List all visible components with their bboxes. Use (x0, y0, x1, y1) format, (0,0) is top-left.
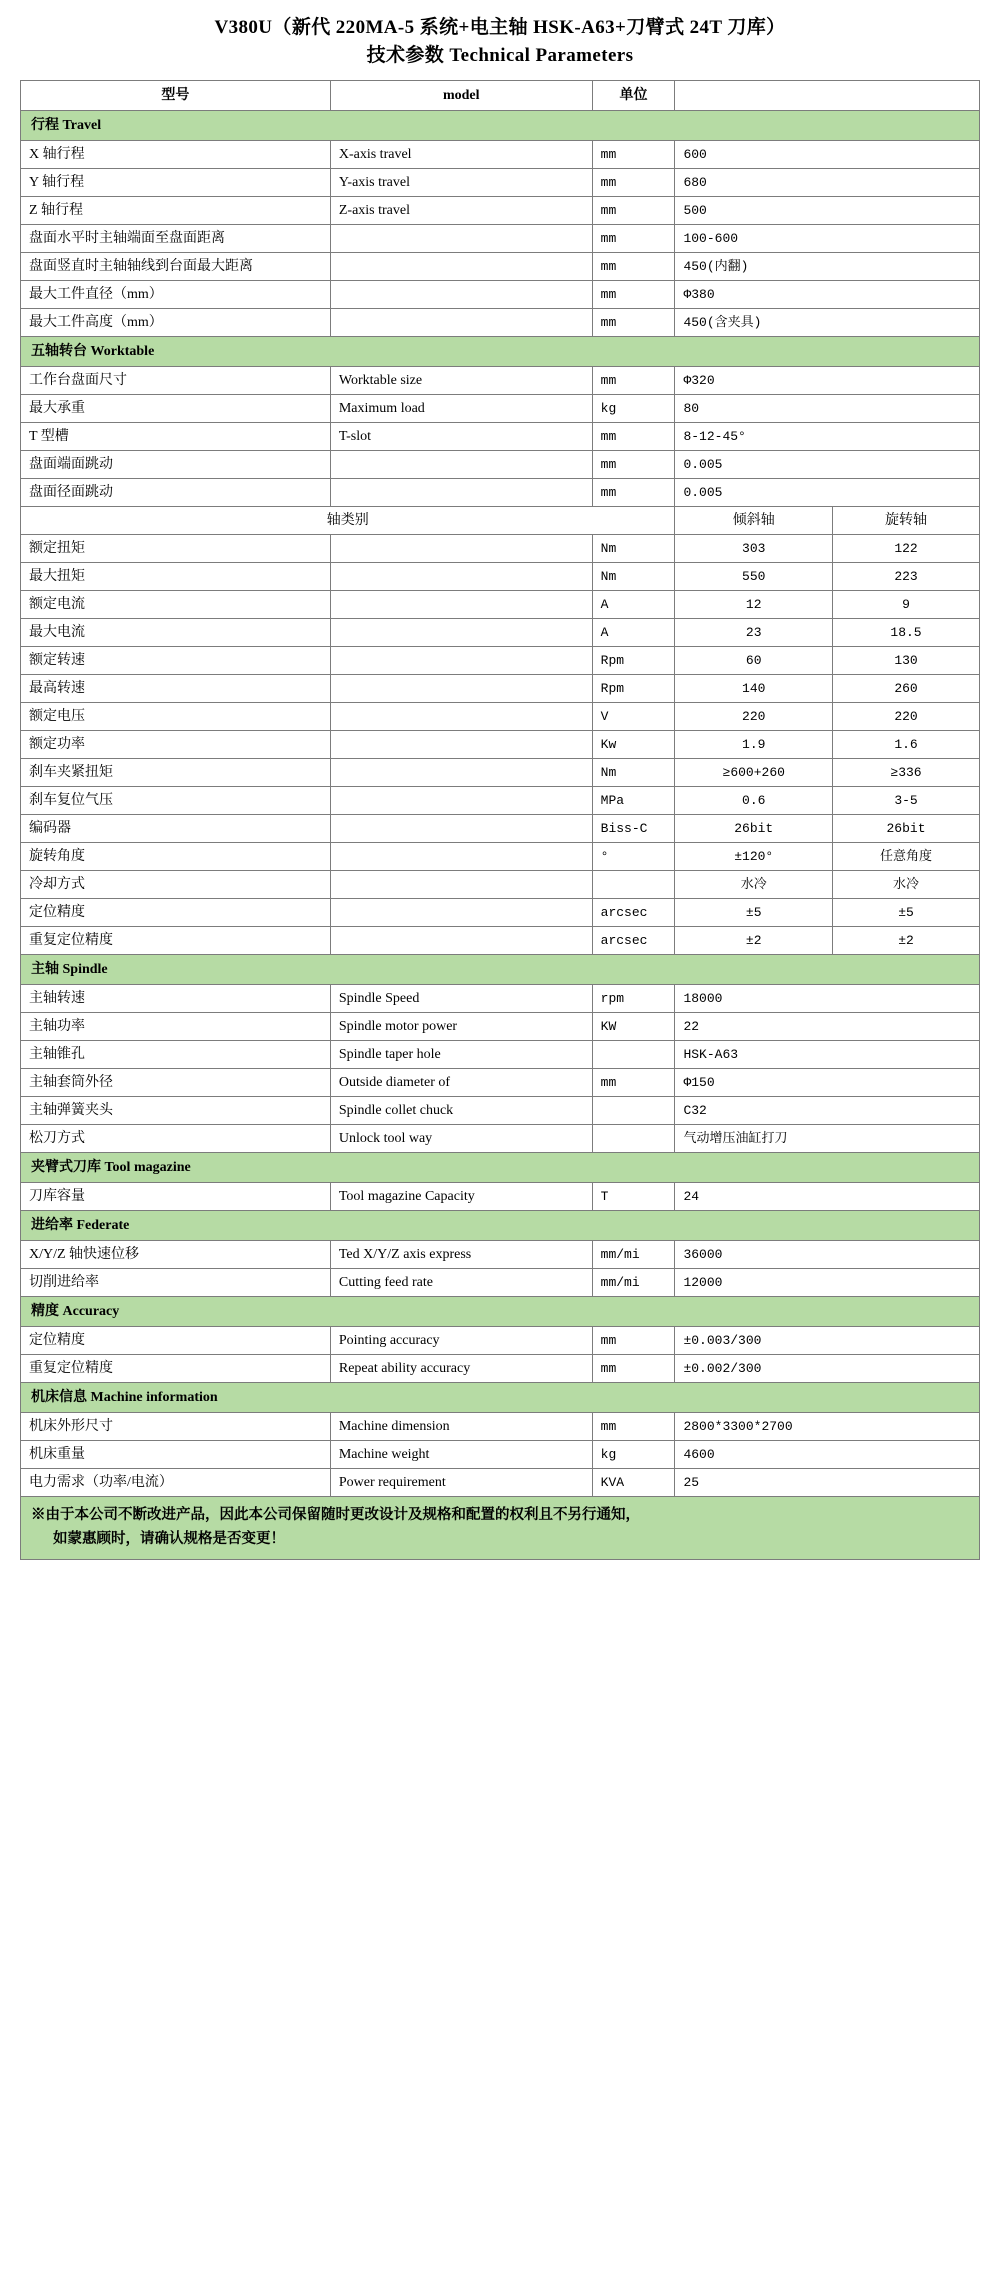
section-label: 进给率 Federate (21, 1211, 980, 1241)
row-unit: mm (592, 451, 675, 479)
axis-category-header-row (21, 507, 980, 535)
row-label-cn: 盘面径面跳动 (21, 479, 331, 507)
table-row (21, 1241, 980, 1269)
row-label-en: Spindle collet chuck (330, 1097, 592, 1125)
row-value: 0.005 (675, 479, 980, 507)
table-row (21, 815, 980, 843)
row-unit: arcsec (592, 927, 675, 955)
row-label-cn: 机床外形尺寸 (21, 1413, 331, 1441)
row-value: 12000 (675, 1269, 980, 1297)
table-row (21, 197, 980, 225)
row-label-en (330, 281, 592, 309)
row-label-en: Power requirement (330, 1469, 592, 1497)
section-header--accuracy (21, 1297, 980, 1327)
footnote-line-2: 如蒙惠顾时，请确认规格是否变更！ (53, 1531, 285, 1547)
row-unit: Biss-C (592, 815, 675, 843)
section-header--worktable (21, 337, 980, 367)
row-unit: KW (592, 1013, 675, 1041)
table-row (21, 141, 980, 169)
row-label-en: Spindle taper hole (330, 1041, 592, 1069)
row-value-tilt: ±5 (675, 899, 833, 927)
row-value: 气动增压油缸打刀 (675, 1125, 980, 1153)
row-unit: mm/mi (592, 1241, 675, 1269)
row-value-tilt: ±2 (675, 927, 833, 955)
row-label-cn: 主轴锥孔 (21, 1041, 331, 1069)
table-row (21, 759, 980, 787)
row-label-cn: 刹车夹紧扭矩 (21, 759, 331, 787)
row-label-cn: 机床重量 (21, 1441, 331, 1469)
table-row (21, 1013, 980, 1041)
table-row (21, 703, 980, 731)
table-row (21, 1327, 980, 1355)
row-value-rotary: 9 (833, 591, 980, 619)
section-header--travel (21, 111, 980, 141)
title-line-2: 技术参数 Technical Parameters (366, 45, 634, 66)
row-unit: mm (592, 309, 675, 337)
row-unit: mm (592, 1069, 675, 1097)
row-unit: kg (592, 1441, 675, 1469)
row-unit: Kw (592, 731, 675, 759)
row-label-cn: 最大承重 (21, 395, 331, 423)
table-row (21, 225, 980, 253)
row-value-rotary: 122 (833, 535, 980, 563)
row-label-cn: 额定扭矩 (21, 535, 331, 563)
table-header-row (21, 81, 980, 111)
section-label: 精度 Accuracy (21, 1297, 980, 1327)
table-row (21, 591, 980, 619)
row-unit: mm (592, 169, 675, 197)
row-label-cn: Z 轴行程 (21, 197, 331, 225)
row-label-cn: 冷却方式 (21, 871, 331, 899)
section-label: 机床信息 Machine information (21, 1383, 980, 1413)
table-row (21, 1413, 980, 1441)
row-label-en (330, 253, 592, 281)
row-unit: MPa (592, 787, 675, 815)
row-value-tilt: 303 (675, 535, 833, 563)
row-value-rotary: 223 (833, 563, 980, 591)
row-label-cn: 编码器 (21, 815, 331, 843)
row-label-en: Z-axis travel (330, 197, 592, 225)
row-unit: mm (592, 253, 675, 281)
row-value-tilt: 26bit (675, 815, 833, 843)
table-row (21, 647, 980, 675)
row-unit: T (592, 1183, 675, 1211)
row-label-en (330, 899, 592, 927)
row-value-tilt: 1.9 (675, 731, 833, 759)
row-label-en (330, 759, 592, 787)
table-row (21, 367, 980, 395)
table-row (21, 927, 980, 955)
table-row (21, 479, 980, 507)
row-value: ±0.003/300 (675, 1327, 980, 1355)
row-label-en (330, 675, 592, 703)
row-label-en: Cutting feed rate (330, 1269, 592, 1297)
row-value: 18000 (675, 985, 980, 1013)
row-label-en: Spindle Speed (330, 985, 592, 1013)
section-label: 行程 Travel (21, 111, 980, 141)
table-row (21, 253, 980, 281)
row-value-rotary: 任意角度 (833, 843, 980, 871)
row-value: Φ150 (675, 1069, 980, 1097)
table-row (21, 1469, 980, 1497)
row-label-en (330, 703, 592, 731)
row-value: 80 (675, 395, 980, 423)
row-label-en (330, 647, 592, 675)
table-row (21, 309, 980, 337)
section-header--spindle (21, 955, 980, 985)
row-label-en (330, 535, 592, 563)
header-unit: 单位 (592, 81, 675, 111)
table-row (21, 395, 980, 423)
table-row (21, 1269, 980, 1297)
title-line-1: V380U（新代 220MA-5 系统+电主轴 HSK-A63+刀臂式 24T 刀库） (214, 17, 786, 38)
row-label-cn: 定位精度 (21, 1327, 331, 1355)
table-row (21, 675, 980, 703)
row-value: 4600 (675, 1441, 980, 1469)
row-unit: Rpm (592, 647, 675, 675)
row-unit (592, 871, 675, 899)
row-label-en (330, 591, 592, 619)
row-label-cn: 切削进给率 (21, 1269, 331, 1297)
page-title (20, 14, 980, 70)
row-label-cn: 旋转角度 (21, 843, 331, 871)
row-label-cn: 主轴功率 (21, 1013, 331, 1041)
row-value-tilt: 550 (675, 563, 833, 591)
row-value-tilt: ≥600+260 (675, 759, 833, 787)
row-label-cn: 重复定位精度 (21, 927, 331, 955)
row-label-en: Y-axis travel (330, 169, 592, 197)
table-row (21, 1069, 980, 1097)
row-value: 500 (675, 197, 980, 225)
row-value-rotary: ±2 (833, 927, 980, 955)
row-value: 100-600 (675, 225, 980, 253)
table-row (21, 843, 980, 871)
row-label-en: Worktable size (330, 367, 592, 395)
row-label-cn: 主轴套筒外径 (21, 1069, 331, 1097)
row-label-cn: 最大电流 (21, 619, 331, 647)
table-row (21, 619, 980, 647)
row-unit: Nm (592, 535, 675, 563)
row-label-en (330, 927, 592, 955)
row-unit: mm (592, 281, 675, 309)
row-label-cn: 工作台盘面尺寸 (21, 367, 331, 395)
row-unit (592, 1125, 675, 1153)
row-label-cn: 盘面端面跳动 (21, 451, 331, 479)
table-row (21, 731, 980, 759)
row-unit: Nm (592, 563, 675, 591)
table-row (21, 423, 980, 451)
row-label-en: Tool magazine Capacity (330, 1183, 592, 1211)
row-label-cn: X/Y/Z 轴快速位移 (21, 1241, 331, 1269)
row-unit: ° (592, 843, 675, 871)
row-unit: mm (592, 197, 675, 225)
row-label-cn: 最大扭矩 (21, 563, 331, 591)
row-label-en (330, 309, 592, 337)
table-row (21, 1355, 980, 1383)
row-unit: V (592, 703, 675, 731)
row-label-en: Repeat ability accuracy (330, 1355, 592, 1383)
row-value: 36000 (675, 1241, 980, 1269)
row-unit (592, 1097, 675, 1125)
row-label-en (330, 619, 592, 647)
axis-category-label: 轴类别 (21, 507, 675, 535)
section-label: 夹臂式刀库 Tool magazine (21, 1153, 980, 1183)
row-unit: mm (592, 423, 675, 451)
row-value: 8-12-45° (675, 423, 980, 451)
row-value-tilt: 140 (675, 675, 833, 703)
row-label-en (330, 871, 592, 899)
row-unit: mm (592, 141, 675, 169)
row-value: 680 (675, 169, 980, 197)
row-unit: Nm (592, 759, 675, 787)
row-label-en: Unlock tool way (330, 1125, 592, 1153)
table-row (21, 1125, 980, 1153)
row-label-en: Machine weight (330, 1441, 592, 1469)
axis-rotary-label: 旋转轴 (833, 507, 980, 535)
row-unit: mm (592, 1327, 675, 1355)
row-value: 24 (675, 1183, 980, 1211)
row-label-en (330, 563, 592, 591)
row-label-cn: 最大工件高度（mm） (21, 309, 331, 337)
row-value-rotary: 1.6 (833, 731, 980, 759)
row-unit: mm (592, 225, 675, 253)
row-label-cn: T 型槽 (21, 423, 331, 451)
row-value-rotary: 130 (833, 647, 980, 675)
row-label-en: Spindle motor power (330, 1013, 592, 1041)
footnote-line-1: ※由于本公司不断改进产品，因此本公司保留随时更改设计及规格和配置的权利且不另行通知， (31, 1507, 640, 1523)
row-label-en: X-axis travel (330, 141, 592, 169)
footnote-row (21, 1497, 980, 1560)
row-value-rotary: 220 (833, 703, 980, 731)
row-value-rotary: 水冷 (833, 871, 980, 899)
row-value: Φ320 (675, 367, 980, 395)
row-unit: arcsec (592, 899, 675, 927)
row-value: Φ380 (675, 281, 980, 309)
header-model-en: model (330, 81, 592, 111)
row-label-cn: 额定电压 (21, 703, 331, 731)
row-unit: mm (592, 1355, 675, 1383)
table-row (21, 169, 980, 197)
row-value: C32 (675, 1097, 980, 1125)
row-unit: mm (592, 479, 675, 507)
row-label-en (330, 843, 592, 871)
row-unit: kg (592, 395, 675, 423)
row-label-cn: 盘面水平时主轴端面至盘面距离 (21, 225, 331, 253)
row-value-tilt: 0.6 (675, 787, 833, 815)
row-unit: KVA (592, 1469, 675, 1497)
row-label-en: Machine dimension (330, 1413, 592, 1441)
table-row (21, 985, 980, 1013)
row-unit: mm (592, 367, 675, 395)
row-label-cn: 重复定位精度 (21, 1355, 331, 1383)
table-row (21, 871, 980, 899)
row-label-cn: 定位精度 (21, 899, 331, 927)
row-value: ±0.002/300 (675, 1355, 980, 1383)
table-row (21, 451, 980, 479)
section-header--federate (21, 1211, 980, 1241)
row-label-cn: 额定转速 (21, 647, 331, 675)
row-value-rotary: 260 (833, 675, 980, 703)
row-label-en: Pointing accuracy (330, 1327, 592, 1355)
axis-tilt-label: 倾斜轴 (675, 507, 833, 535)
header-value-spacer (675, 81, 980, 111)
row-unit: Rpm (592, 675, 675, 703)
row-value: 22 (675, 1013, 980, 1041)
table-row (21, 281, 980, 309)
row-label-cn: 额定电流 (21, 591, 331, 619)
row-value-tilt: 12 (675, 591, 833, 619)
table-row (21, 563, 980, 591)
technical-parameters-table (20, 80, 980, 1560)
row-value-tilt: 水冷 (675, 871, 833, 899)
row-value: 450(内翻) (675, 253, 980, 281)
row-value: 450(含夹具) (675, 309, 980, 337)
row-value-tilt: ±120° (675, 843, 833, 871)
row-label-cn: 最大工件直径（mm） (21, 281, 331, 309)
row-value-tilt: 220 (675, 703, 833, 731)
section-header--machine-information (21, 1383, 980, 1413)
row-label-en: T-slot (330, 423, 592, 451)
row-label-cn: 松刀方式 (21, 1125, 331, 1153)
section-label: 主轴 Spindle (21, 955, 980, 985)
row-unit: A (592, 619, 675, 647)
section-header--tool-magazine (21, 1153, 980, 1183)
row-label-en: Outside diameter of (330, 1069, 592, 1097)
row-unit (592, 1041, 675, 1069)
table-row (21, 787, 980, 815)
row-value: 25 (675, 1469, 980, 1497)
row-value: HSK-A63 (675, 1041, 980, 1069)
row-label-cn: Y 轴行程 (21, 169, 331, 197)
row-label-en (330, 479, 592, 507)
row-value: 2800*3300*2700 (675, 1413, 980, 1441)
row-label-en (330, 225, 592, 253)
table-row (21, 899, 980, 927)
row-label-en (330, 815, 592, 843)
footnote (21, 1497, 980, 1560)
header-model-cn: 型号 (21, 81, 331, 111)
row-label-cn: 盘面竖直时主轴轴线到台面最大距离 (21, 253, 331, 281)
table-row (21, 1041, 980, 1069)
row-label-cn: 主轴转速 (21, 985, 331, 1013)
row-value-tilt: 23 (675, 619, 833, 647)
section-label: 五轴转台 Worktable (21, 337, 980, 367)
table-row (21, 1441, 980, 1469)
row-value-rotary: 18.5 (833, 619, 980, 647)
row-unit: rpm (592, 985, 675, 1013)
row-label-en (330, 451, 592, 479)
row-value-rotary: ≥336 (833, 759, 980, 787)
row-value: 600 (675, 141, 980, 169)
table-body (21, 81, 980, 1560)
row-label-cn: 最高转速 (21, 675, 331, 703)
table-row (21, 1183, 980, 1211)
row-label-cn: 刀库容量 (21, 1183, 331, 1211)
row-value-rotary: 26bit (833, 815, 980, 843)
row-value-tilt: 60 (675, 647, 833, 675)
row-value-rotary: ±5 (833, 899, 980, 927)
row-label-cn: 额定功率 (21, 731, 331, 759)
row-label-cn: X 轴行程 (21, 141, 331, 169)
row-unit: mm/mi (592, 1269, 675, 1297)
row-label-cn: 主轴弹簧夹头 (21, 1097, 331, 1125)
row-value-rotary: 3-5 (833, 787, 980, 815)
row-label-en (330, 787, 592, 815)
row-value: 0.005 (675, 451, 980, 479)
row-label-en (330, 731, 592, 759)
row-label-en: Maximum load (330, 395, 592, 423)
table-row (21, 1097, 980, 1125)
row-unit: A (592, 591, 675, 619)
row-unit: mm (592, 1413, 675, 1441)
row-label-en: Ted X/Y/Z axis express (330, 1241, 592, 1269)
row-label-cn: 电力需求（功率/电流） (21, 1469, 331, 1497)
table-row (21, 535, 980, 563)
row-label-cn: 刹车复位气压 (21, 787, 331, 815)
